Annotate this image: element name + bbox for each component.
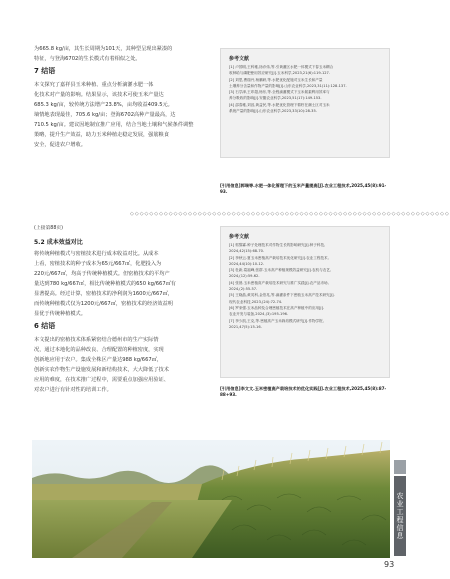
reference-line: [5] 王晓晶,黄英科,金伯兆,等.滴灌条件下密植玉米高产技术研究[J]. [229, 293, 335, 298]
text-line: 显著提高。经过计算，密植技术的净利润为1600元/667㎡， [34, 291, 173, 297]
reference-line: 收种给与磷肥使用效应研究[J].玉米科学,2023,21(6):119-127. [229, 71, 330, 76]
article2-section-heading: 5.2 成本效益对比 [34, 239, 83, 246]
text-line: 710.5 kg/亩。建议因地制宜推广应用，结合当地土壤和气候条件调整 [34, 122, 194, 128]
reference-line: 2024,42(15):68-70. [229, 249, 265, 254]
reference-line: [3] 杜新,葛福峰,张群.玉米高产种植规模效益研究[J].农机与农艺, [229, 268, 332, 273]
text-line: 220元/667㎡，均高于传统种植模式。但密植技术的平均产 [34, 271, 170, 277]
reference-line: 系统产量的影响[J].山东农业科学,2023,33(10):28-35. [229, 109, 317, 114]
text-line: 对农户进行有针对性的培训工作。 [34, 387, 112, 393]
article2-references-box [220, 226, 390, 378]
text-line: 策略，提升生产效益，助力玉米种植走稳定发展，强筋粮食 [34, 132, 169, 138]
text-line: 本文探究了嘉祥县玉米种植、重点分析滴灌水肥一体 [34, 82, 154, 88]
side-section-tab [394, 476, 406, 556]
text-line: 而传统种植模式仅为1200元/667㎡，密植技术的经济效益明 [34, 301, 173, 307]
text-line: 化技术对产量的影响。结果显示，该技术可使玉米产量达 [34, 92, 164, 98]
text-line: 量达到780 kg/667㎡，相比传统种植模式的650 kg/667㎡有 [34, 281, 176, 287]
reference-line: 农业开发与装备,2024,(3):195-196. [229, 312, 289, 317]
text-line: 安全，促进农户增收。 [34, 142, 86, 148]
reference-line: [3] 石学津,王印超,杨东,等.全程滴灌模式下玉米氮素利用效率与 [229, 90, 330, 95]
reference-line: 养分吸收的影响[J].安徽农业科学,2023,51(17):149-153. [229, 96, 322, 101]
reference-line: 2024,44(10):10-12. [229, 261, 265, 266]
reference-line: 2021,47(5):15-16. [229, 324, 262, 329]
reference-line: [2] 李秋云.夏玉米密植高产栽培技术优化研究[J].农业工程技术, [229, 255, 329, 260]
text-line: 特征，与登海6702的生长模式有着相似之处。 [34, 56, 141, 62]
text-line: 创新地应用于农户。集成全株区产量达988 kg/667㎡， [34, 357, 163, 363]
text-line: 将传统种植模式与密植技术进行成本收益对比。从成本 [34, 251, 159, 257]
reference-line: [1] 卢国明,王科雅,扬乔伟,等.引黄灌区水肥一体模式下春玉米耦合 [229, 65, 334, 69]
reference-line: [1] 郭黎霖.种子处理技术对作物生长的影响研究[J].种子科技, [229, 243, 326, 247]
reference-line: 土壤养分含量和作物产量的影响[J].山东农业科学,2023,31(11):128-137. [229, 83, 347, 88]
text-line: 况，通过本地化的品种改良、合理配置的种植密度，实现 [34, 347, 164, 353]
side-section-label: 农业工程信息 [396, 492, 404, 540]
article1-citation: [引用信息]郭瑞等.水肥一体化管理下的玉米产量提高[J].农业工程技术,2025,45(8):91-93. [220, 183, 387, 194]
reference-line: [7] 李少凯,王克,等.密植高产玉米栽培模式研究[J].作物学报, [229, 318, 324, 323]
article2-conclusion-body [34, 335, 210, 395]
reference-line: [4] 邵春雅,刘蕊,黄益民,等.水肥优化管理下棉籽在潮土区对玉米 [229, 102, 330, 107]
article1-continuation [34, 44, 210, 64]
article2-conclusion-heading: 6 结语 [34, 322, 56, 330]
reference-line: [6] 罗来强.玉米品种及合理密植技术在高产种植中的应用[J]. [229, 305, 325, 310]
continued-from-label: (上接第88页) [34, 226, 64, 231]
text-line: 上看，密植技术的种子成本为65元/667㎡，化肥投入为 [34, 261, 162, 267]
reference-line: [2] 刘思,曹瑞丹,杨鹏研,等.水肥优化配施对玉米生长和产量 [229, 77, 323, 82]
text-line: 本文提出的密植技术体系紧密结合德州市的生产实际情 [34, 337, 159, 343]
text-line: 显优于传统种植模式。 [34, 311, 86, 317]
article-divider: ◇◇◇◇◇◇◇◇◇◇◇◇◇◇◇◇◇◇◇◇◇◇◇◇◇◇◇◇◇◇◇◇◇◇◇◇◇◇◇◇◇◇◇◇◇◇◇◇◇◇◇◇◇◇◇◇◇◇◇◇◇◇◇◇◇◇ [130, 211, 450, 217]
reference-line: 2024,(2):55-57. [229, 287, 258, 292]
reference-line: 现代农业科技,2023,(24):72-74. [229, 299, 283, 304]
article1-conclusion-heading: 7 结语 [34, 67, 56, 75]
references-title: 参考文献 [229, 234, 250, 240]
side-tab-top-block [394, 460, 406, 474]
article2-section-body [34, 249, 210, 319]
references-title: 参考文献 [229, 56, 250, 62]
article1-conclusion-body [34, 80, 210, 150]
text-line: 创新实农作物生产设施发展和新结构技术，大大降低了技术 [34, 367, 169, 373]
text-line: 墒情地表现最佳，705.6 kg/亩；登海6702高种产量最高，达 [34, 112, 176, 118]
article2-citation: [引用信息]李文文.玉米密植高产栽培技术的优化实践[J].农业工程技术,2025,45(8):87-88+93. [220, 386, 387, 397]
article1-references-box [220, 48, 390, 158]
page-number: 93 [384, 560, 395, 569]
text-line: 应用的难度，在技术推广过程中，需要重点加强应用验证、 [34, 377, 169, 383]
reference-line: [4] 张晨.玉米密植高产栽培技术研究与推广实践[J].农产品市场, [229, 280, 329, 285]
reference-line: 2024,(12):59-62. [229, 274, 260, 279]
cornfield-photo [32, 440, 390, 558]
text-line: 685.3 kg/亩，较传统方法增产23.8%，亩均收益409.5元。 [34, 102, 173, 108]
text-line: 为665.8 kg/亩，其生长周期为101天，其种型呈现出紧凑的 [34, 46, 173, 52]
